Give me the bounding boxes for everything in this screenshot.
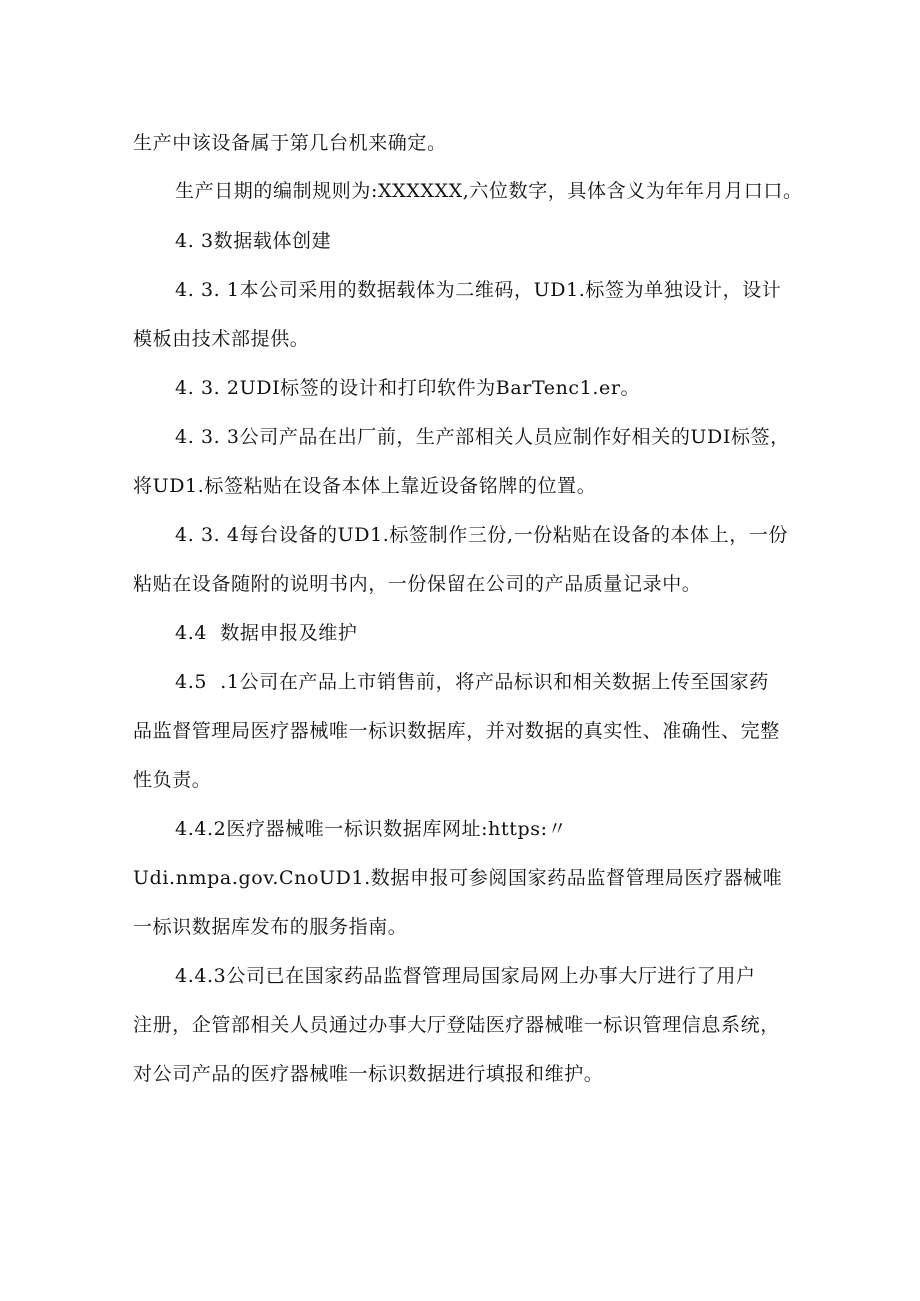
text-line: 4.5 .1公司在产品上市销售前，将产品标识和相关数据上传至国家药 (175, 671, 769, 693)
text-line: 品监督管理局医疗器械唯一标识数据库，并对数据的真实性、准确性、完整 (133, 720, 780, 742)
text-line: 4. 3. 4每台设备的UD1.标签制作三份,一份粘贴在设备的本体上，一份 (175, 524, 789, 546)
text-line: 将UD1.标签粘贴在设备本体上靠近设备铭牌的位置。 (133, 475, 597, 497)
text-line: 生产中该设备属于第几台机来确定。 (133, 132, 447, 154)
section-heading: 4.4 数据申报及维护 (175, 622, 358, 644)
text-line: 4. 3. 2UDI标签的设计和打印软件为BarTenc1.er。 (175, 377, 641, 399)
text-line: 注册，企管部相关人员通过办事大厅登陆医疗器械唯一标识管理信息系统， (133, 1014, 780, 1036)
text-line: 对公司产品的医疗器械唯一标识数据进行填报和维护。 (133, 1063, 604, 1085)
text-line: 一标识数据库发布的服务指南。 (133, 916, 408, 938)
text-line: 4.4.3公司已在国家药品监督管理局国家局网上办事大厅进行了用户 (175, 965, 756, 987)
text-line: 性负责。 (133, 769, 212, 791)
text-line: 模板由技术部提供。 (133, 328, 310, 350)
text-line: Udi.nmpa.gov.CnoUD1.数据申报可参阅国家药品监督管理局医疗器械唯 (133, 867, 783, 889)
text-line: 粘贴在设备随附的说明书内，一份保留在公司的产品质量记录中。 (133, 573, 702, 595)
section-heading: 4. 3数据载体创建 (175, 230, 332, 252)
text-line: 4. 3. 1本公司采用的数据载体为二维码，UD1.标签为单独设计，设计 (175, 279, 782, 301)
text-line: 4.4.2医疗器械唯一标识数据库网址:https:〃 (175, 818, 568, 840)
text-line: 生产日期的编制规则为:XXXXXX,六位数字，具体含义为年年月月口口。 (175, 180, 803, 202)
text-line: 4. 3. 3公司产品在出厂前，生产部相关人员应制作好相关的UDI标签， (175, 426, 790, 448)
